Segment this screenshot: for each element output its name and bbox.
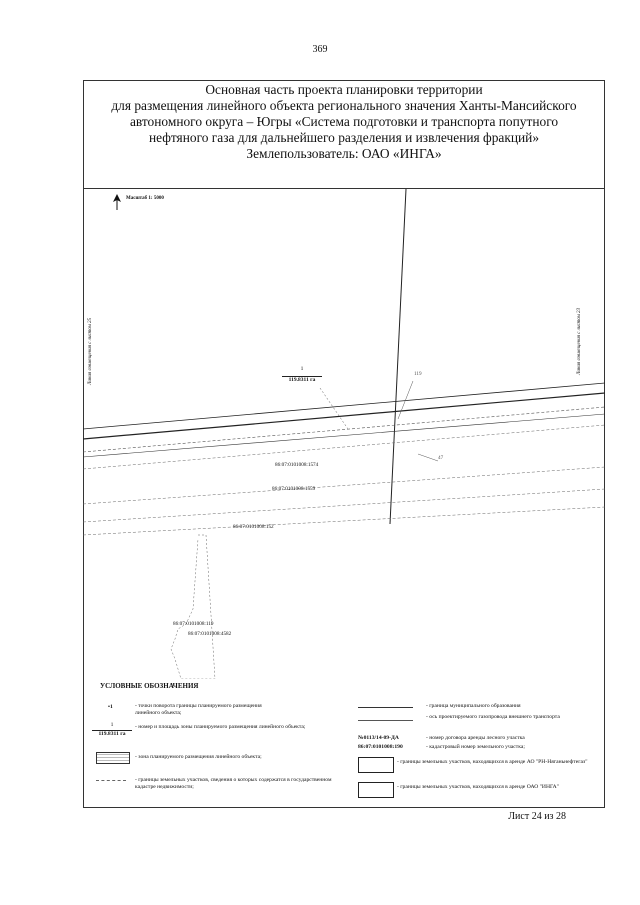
cadastral-number: 86:07:0101008:1574: [275, 462, 319, 468]
parcel-outline: [171, 535, 215, 679]
title-line: автономного округа – Югры «Система подготовки и транспорта попутного: [129, 114, 559, 129]
municipal-boundary-line: [390, 189, 406, 524]
page-number: 369: [312, 44, 328, 55]
legend-inga-swatch: [358, 782, 394, 798]
title-line: нефтяного газа для дальнейшего разделения и извлечения фракций»: [148, 130, 540, 145]
leader-line: [418, 454, 438, 461]
legend-municipal-text: - граница муниципального образования: [426, 703, 521, 709]
legend-cadastral-symbol: 86:07:0101008:190: [358, 744, 403, 750]
leader-line: [320, 388, 348, 429]
legend-cadastral-text: - кадастровый номер земельного участка;: [426, 744, 525, 750]
cadastral-number: 86:07:0101008:119: [173, 621, 214, 627]
legend-rn-text: - границы земельных участков, находящихся в аренде АО "РН-Няганьнефтегаз": [397, 759, 588, 765]
parcel-boundary: [83, 507, 605, 535]
legend-zone-text: - номер и площадь зоны планируемого размещения линейного объекта;: [135, 724, 306, 730]
legend-zone-num: 1: [110, 722, 114, 728]
corridor-line: [83, 383, 605, 429]
legend-lease-symbol: №0113/14-09-ДА: [358, 735, 399, 741]
legend-pipeline-text: - ось проектируемого газопровода внешнего транспорта: [426, 714, 560, 720]
planned-zone-border: [83, 407, 605, 452]
label-47: 47: [438, 455, 444, 461]
legend-point-text: - точки поворота границы планируемого размещения линейного объекта;: [135, 703, 262, 716]
legend-pipeline-swatch: [358, 720, 413, 721]
legend-zone-area-text: - зона планируемого размещения линейного объекта;: [135, 754, 262, 760]
legend-inga-text: - границы земельных участков, находящихся в аренде ОАО "ИНГА": [397, 784, 559, 790]
cadastral-number: 86:07:0101008:4582: [188, 631, 232, 637]
legend-zone-val: 119.8311 га: [92, 730, 132, 738]
legend-point-symbol: •1: [108, 704, 113, 710]
map-canvas: [83, 189, 605, 679]
pipeline-axis: [83, 414, 605, 457]
parcel-boundary: [83, 489, 605, 522]
title-line: для размещения линейного объекта регионального значения Ханты-Мансийского: [111, 98, 577, 113]
corridor-line: [83, 393, 605, 439]
parcel-boundary: [83, 467, 605, 504]
title-line: Землепользователь: ОАО «ИНГА»: [246, 146, 442, 161]
map-scale: Масштаб 1: 5000: [126, 196, 164, 201]
cadastral-number: 86:07:0101008:1559: [272, 486, 316, 492]
zone-area: 119.8311 га: [282, 376, 322, 383]
legend-title: УСЛОВНЫЕ ОБОЗНАЧЕНИЯ: [100, 682, 199, 690]
match-line-left-label: Линия совмещения с листом 25: [88, 317, 93, 385]
legend-parcel-swatch: [96, 780, 126, 781]
title-line: Основная часть проекта планировки территории: [205, 82, 483, 97]
label-119: 119: [414, 371, 422, 377]
match-line-right-label: Линия совмещения с листом 23: [577, 307, 582, 375]
sheet-number: Лист 24 из 28: [508, 811, 566, 822]
legend-municipal-swatch: [358, 707, 413, 708]
drawing-title: [83, 82, 605, 162]
zone-number: 1: [300, 366, 304, 372]
north-arrow-icon: [113, 194, 121, 210]
cadastral-number: 86:07:0101008:152: [233, 524, 274, 530]
legend-rn-swatch: [358, 757, 394, 773]
legend-zone-swatch: [96, 752, 130, 764]
legend-parcel-text: - границы земельных участков, сведения о которых содержатся в государственном кадастре недвижимости;: [135, 777, 332, 790]
legend-lease-text: - номер договора аренды лесного участка: [426, 735, 525, 741]
